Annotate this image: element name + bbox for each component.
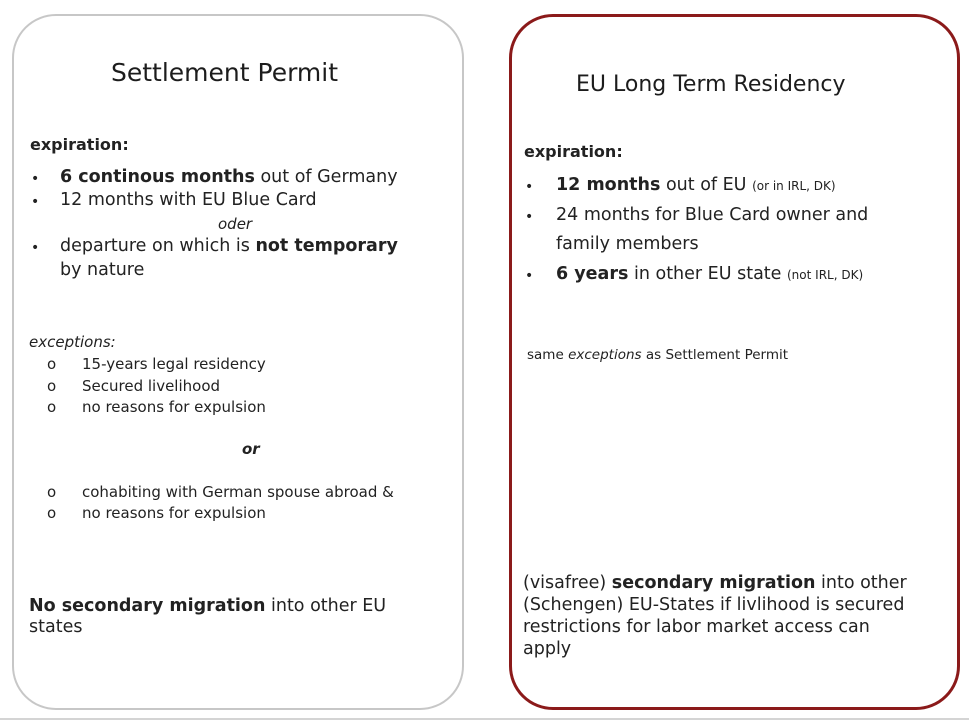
exceptions-heading: exceptions: xyxy=(29,333,116,351)
left-bullet-2: 12 months with EU Blue Card xyxy=(60,190,317,210)
bottom-divider xyxy=(0,718,969,720)
left-bullet-3-bold: not temporary xyxy=(255,236,398,256)
left-secondary-migration-line2: states xyxy=(29,617,83,637)
or-connector: or xyxy=(242,440,260,458)
right-secondary-migration-text: into other xyxy=(815,573,907,593)
right-bullet-3-text: in other EU state xyxy=(628,264,787,284)
right-secondary-migration-line2: (Schengen) EU-States if livlihood is secured xyxy=(523,595,905,615)
right-bullet-3-marker: • xyxy=(525,268,534,284)
exception-a-2-marker: o xyxy=(47,377,57,395)
right-bullet-3-note: (not IRL, DK) xyxy=(787,268,864,282)
settlement-permit-title: Settlement Permit xyxy=(111,58,339,87)
left-expiration-heading: expiration: xyxy=(30,135,129,154)
right-expiration-heading: expiration: xyxy=(524,142,623,161)
right-secondary-migration-pre: (visafree) xyxy=(523,573,612,593)
right-secondary-migration-line3: restrictions for labor market access can xyxy=(523,617,870,637)
right-secondary-migration xyxy=(523,573,907,593)
left-bullet-1-marker: • xyxy=(31,171,40,187)
left-secondary-migration-bold: No secondary migration xyxy=(29,596,266,616)
same-exceptions-pre: same xyxy=(527,347,569,363)
exception-a-3: no reasons for expulsion xyxy=(82,398,266,416)
exception-b-1-marker: o xyxy=(47,483,57,501)
left-secondary-migration xyxy=(29,596,386,616)
left-bullet-3-text: departure on which is xyxy=(60,236,256,256)
right-secondary-migration-line4: apply xyxy=(523,639,572,659)
exception-a-1: 15-years legal residency xyxy=(82,355,266,373)
left-bullet-3-marker: • xyxy=(31,240,40,256)
right-bullet-1-text: out of EU xyxy=(660,175,753,195)
right-secondary-migration-bold: secondary migration xyxy=(611,573,816,593)
exception-b-1: cohabiting with German spouse abroad & xyxy=(82,483,394,501)
exception-a-2: Secured livelihood xyxy=(82,377,221,395)
same-exceptions-post: as Settlement Permit xyxy=(641,347,789,363)
right-bullet-2-line2: family members xyxy=(556,234,699,254)
exception-a-3-marker: o xyxy=(47,398,57,416)
right-bullet-3 xyxy=(556,264,863,284)
left-bullet-1 xyxy=(60,167,398,187)
oder-connector: oder xyxy=(218,215,253,233)
exception-b-2: no reasons for expulsion xyxy=(82,504,266,522)
right-bullet-2: 24 months for Blue Card owner and xyxy=(556,205,869,225)
right-bullet-2-marker: • xyxy=(525,209,534,225)
left-bullet-3 xyxy=(60,236,398,256)
left-bullet-3-line2: by nature xyxy=(60,260,145,280)
same-exceptions-italic: exceptions xyxy=(568,347,642,363)
exception-b-2-marker: o xyxy=(47,504,57,522)
right-bullet-1-note: (or in IRL, DK) xyxy=(752,179,836,193)
eu-long-term-residency-title: EU Long Term Residency xyxy=(576,72,846,97)
left-secondary-migration-text: into other EU xyxy=(265,596,387,616)
right-bullet-1-bold: 12 months xyxy=(556,175,661,195)
right-bullet-3-bold: 6 years xyxy=(556,264,629,284)
left-bullet-2-marker: • xyxy=(31,194,40,210)
right-bullet-1-marker: • xyxy=(525,179,534,195)
same-exceptions-note xyxy=(527,347,788,363)
right-bullet-1 xyxy=(556,175,836,195)
left-bullet-1-text: out of Germany xyxy=(254,167,398,187)
left-bullet-1-bold: 6 continous months xyxy=(60,167,255,187)
exception-a-1-marker: o xyxy=(47,355,57,373)
